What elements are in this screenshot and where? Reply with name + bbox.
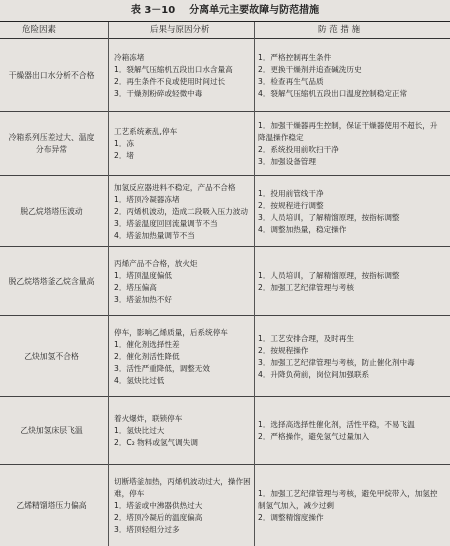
consequence-line: 1．氢炔比过大 xyxy=(114,426,165,435)
measure-line: 2．按规程操作 xyxy=(258,345,309,355)
consequence-line: 3．塔釜加热不好 xyxy=(114,294,172,304)
consequence-line: 1．冻 xyxy=(114,139,135,148)
cell-measures xyxy=(258,270,446,294)
consequence-line: 3．塔釜温度回回流量调节不当 xyxy=(114,218,218,228)
cell-factor: 乙炔加氢床层飞温 xyxy=(20,426,83,435)
measure-line: 制氢气加入，减少过剩 xyxy=(258,501,334,510)
consequence-line: 难，停车 xyxy=(114,489,145,498)
consequence-line: 工艺系统紊乱,停车 xyxy=(114,127,178,136)
consequence-line: 3．干燥剂粉碎或轻微中毒 xyxy=(114,88,203,98)
measure-line: 3．人员培训，了解精馏原理，按指标调整 xyxy=(258,212,400,222)
cell-factor: 脱乙烷塔塔压波动 xyxy=(20,206,83,216)
consequence-line: 冷箱冻堵 xyxy=(114,52,145,62)
cell-factor: 干燥器出口水分析不合格 xyxy=(8,70,95,80)
consequence-line: 停车，影响乙烯质量，后系统停车 xyxy=(114,327,228,337)
table-row xyxy=(0,465,450,546)
measure-line: 1．加强工艺纪律管理与考核，避免甲烷带入，加氢控 xyxy=(258,489,438,498)
measure-line: 2．严格操作，避免氢气过量加入 xyxy=(258,432,370,441)
consequence-line: 2．塔压偏高 xyxy=(114,282,157,292)
measure-line: 2．系统投用前吹扫干净 xyxy=(258,145,339,154)
cell-consequence xyxy=(114,258,254,306)
cell-measures xyxy=(258,120,446,168)
measure-line: 降温操作稳定 xyxy=(258,133,304,142)
table-row xyxy=(0,176,450,247)
measure-line: 1．工艺安排合理，及时再生 xyxy=(258,333,354,343)
cell-consequence xyxy=(114,52,254,100)
table-row xyxy=(0,39,450,112)
consequence-line: 1．塔顶冷凝器冻堵 xyxy=(114,194,180,204)
consequence-line: 1．催化剂选择性差 xyxy=(114,339,180,349)
cell-consequence xyxy=(114,182,254,242)
consequence-line: 2．丙烯机波动，造成二段吸入压力波动 xyxy=(114,206,248,216)
measure-line: 2．调整精馏度操作 xyxy=(258,513,324,522)
measure-line: 3．加强设备管理 xyxy=(258,157,316,166)
consequence-line: 着火爆炸，联锁停车 xyxy=(114,414,183,423)
consequence-line: 1．塔釜或中沸器供热过大 xyxy=(114,501,203,510)
column-divider xyxy=(254,22,255,546)
cell-consequence xyxy=(114,126,254,162)
consequence-line: 3．塔顶轻组分过多 xyxy=(114,525,180,534)
measure-line: 1．选择高选择性催化剂，活性平稳，不易飞温 xyxy=(258,420,415,429)
cell-measures xyxy=(258,52,446,100)
cell-consequence xyxy=(114,413,254,449)
consequence-line: 2．催化剂活性降低 xyxy=(114,351,180,361)
table-row xyxy=(0,112,450,176)
measure-line: 1．投用前管线干净 xyxy=(258,188,324,198)
measure-line: 2．更换干燥剂并追查碱洗历史 xyxy=(258,64,362,74)
measure-line: 2．按规程进行调整 xyxy=(258,200,324,210)
cell-measures xyxy=(258,488,446,524)
consequence-line: 2．再生条件不良或使用时间过长 xyxy=(114,76,226,86)
measure-line: 4．升降负荷前，岗位间加强联系 xyxy=(258,369,370,379)
cell-measures xyxy=(258,419,446,443)
cell-factor: 脱乙烷塔塔釜乙烷含量高 xyxy=(8,276,95,286)
cell-measures xyxy=(258,333,446,381)
consequence-line: 加氢反应器进料不稳定，产品不合格 xyxy=(114,182,236,192)
column-divider xyxy=(108,22,109,546)
header-consequence: 后果与原因分析 xyxy=(150,25,210,35)
consequence-line: 1．裂解气压缩机五段出口水含量高 xyxy=(114,64,233,74)
measure-line: 1．严格控制再生条件 xyxy=(258,52,332,62)
table-row xyxy=(0,397,450,465)
consequence-line: 4．氢炔比过低 xyxy=(114,375,165,385)
cell-measures xyxy=(258,188,446,236)
measure-line: 1．人员培训，了解精馏原理，按指标调整 xyxy=(258,270,400,280)
table-title: 表 3－10 分离单元主要故障与防范措施 xyxy=(130,5,320,16)
cell-factor: 冷箱系列压差过大、温度分布异常 xyxy=(8,133,95,154)
header-measures: 防 范 措 施 xyxy=(318,25,361,35)
cell-factor: 乙烯精馏塔压力偏高 xyxy=(16,501,87,510)
measure-line: 4．调整加热量，稳定操作 xyxy=(258,224,347,234)
consequence-line: 3．活性严重降低，调整无效 xyxy=(114,363,210,373)
table-row xyxy=(0,247,450,316)
table-row xyxy=(0,316,450,397)
cell-consequence xyxy=(114,327,254,387)
measure-line: 3．检查再生气品质 xyxy=(258,76,324,86)
cell-factor: 乙炔加氢不合格 xyxy=(24,351,79,361)
table-header xyxy=(0,22,450,39)
measure-line: 3．加强工艺纪律管理与考核，防止催化剂中毒 xyxy=(258,357,415,367)
measure-line: 2．加强工艺纪律管理与考核 xyxy=(258,282,354,292)
consequence-line: 4．塔釜加热量调节不当 xyxy=(114,230,195,240)
fault-table xyxy=(0,21,450,546)
consequence-line: 丙烯产品不合格，放火炬 xyxy=(114,258,198,268)
consequence-line: 2．堵 xyxy=(114,151,135,160)
measure-line: 1．加强干燥器再生控制，保证干燥器使用不超长，升 xyxy=(258,121,438,130)
cell-consequence xyxy=(114,476,254,536)
measure-line: 4．裂解气压缩机五段出口温度控制稳定正常 xyxy=(258,88,408,98)
consequence-line: 切断塔釜加热，丙烯机波动过大，操作困 xyxy=(114,477,251,486)
consequence-line: 2．C₂ 物料或氢气调失调 xyxy=(114,438,198,447)
header-factor: 危险因素 xyxy=(22,25,57,35)
consequence-line: 1．塔顶温度偏低 xyxy=(114,270,172,280)
consequence-line: 2．塔顶冷凝后的温度偏高 xyxy=(114,513,203,522)
